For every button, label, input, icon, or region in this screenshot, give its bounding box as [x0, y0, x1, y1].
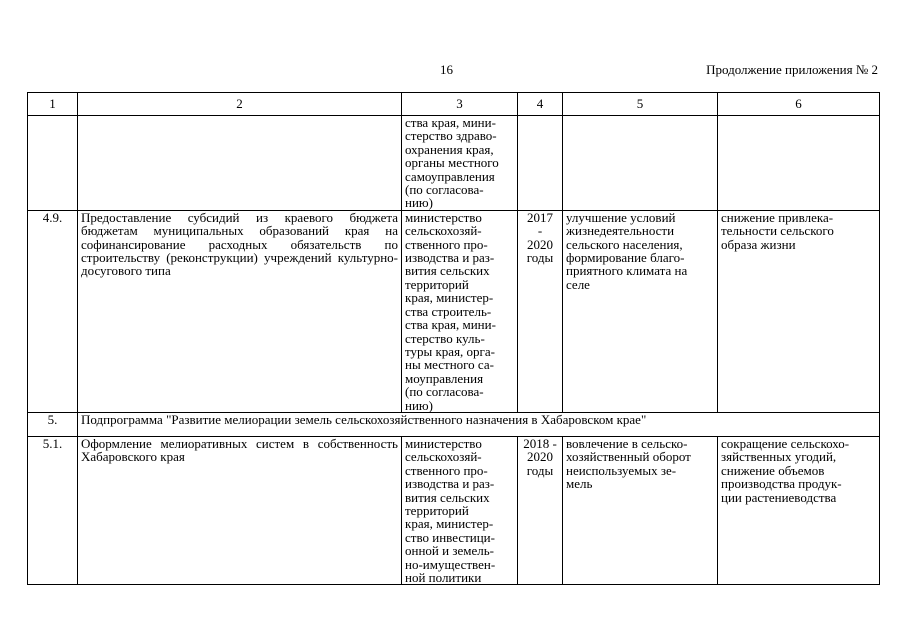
text-line: годы — [526, 462, 554, 478]
text-line: изводства и раз- — [405, 250, 495, 266]
text-line: сельскохозяй- — [405, 223, 482, 239]
text-line: но-имуществен- — [405, 556, 496, 572]
text-line: ственного про- — [405, 462, 488, 478]
period-lines — [521, 437, 559, 477]
result-lines — [566, 211, 714, 291]
text-line: образа жизни — [721, 236, 796, 252]
text-line: формирование благо- — [566, 250, 685, 266]
text-line: ства края, мини- — [405, 115, 496, 130]
text-line: сельского населения, — [566, 236, 683, 252]
cell-consequence — [718, 436, 880, 584]
text-line: (по согласова- — [405, 182, 484, 198]
cell-result — [563, 116, 718, 211]
text-line: вития сельских — [405, 263, 490, 279]
row-number: 4.9. — [28, 210, 78, 412]
table-row — [28, 210, 880, 412]
consequence-lines — [721, 211, 876, 251]
executors-lines — [405, 211, 514, 412]
executors-lines — [405, 116, 514, 210]
text-line: органы местного — [405, 155, 499, 171]
text-line: края, министер- — [405, 290, 494, 306]
row-number: 5. — [28, 412, 78, 436]
text-line: улучшение условий — [566, 209, 676, 225]
cell-consequence — [718, 210, 880, 412]
executors-lines — [405, 437, 514, 584]
text-line: ства края, мини- — [405, 317, 496, 333]
cell-period — [518, 436, 563, 584]
text-line: изводства и раз- — [405, 476, 495, 492]
text-line: ной политики — [405, 570, 482, 585]
text-line: ции растениеводства — [721, 489, 837, 505]
text-line: производства продук- — [721, 476, 842, 492]
text-line: зяйственных угодий, — [721, 449, 837, 465]
cell-period — [518, 116, 563, 211]
text-line: министерство — [405, 209, 482, 225]
text-line: 2020 — [527, 236, 553, 252]
cell-period — [518, 210, 563, 412]
text-line: сокращение сельскохо- — [721, 435, 850, 451]
text-line: территорий — [405, 276, 469, 292]
text-line: стерство здраво- — [405, 128, 497, 144]
column-header: 3 — [402, 93, 518, 116]
consequence-lines — [721, 437, 876, 504]
text-line: ны местного са- — [405, 357, 494, 373]
cell-result — [563, 436, 718, 584]
page-number: 16 — [440, 62, 453, 77]
continuation-label: Продолжение приложения № 2 — [706, 62, 878, 77]
text-line: нию) — [405, 195, 433, 211]
column-header: 1 — [28, 93, 78, 116]
text-line: 2017 — [527, 209, 553, 225]
text-line: годы — [526, 250, 554, 266]
text-line: жизнедеятельности — [566, 223, 675, 239]
table-header-row — [28, 93, 880, 116]
text-line: хозяйственный оборот — [566, 449, 691, 465]
column-header: 2 — [78, 93, 402, 116]
text-line: неиспользуемых зе- — [566, 462, 677, 478]
text-line: вития сельских — [405, 489, 490, 505]
activity-text: Предоставление субсидий из краевого бюджета бюджетам муниципальных образований края на софинансирование расходных обязательств по строительству (реконструкции) учреждений культурно-досугового типа — [78, 210, 402, 412]
text-line: нию) — [405, 397, 433, 413]
text-line: туры края, орга- — [405, 343, 495, 359]
text-line: селе — [566, 276, 590, 292]
program-table — [27, 92, 880, 585]
cell-executors — [402, 210, 518, 412]
row-number: 5.1. — [28, 436, 78, 584]
cell-number — [28, 116, 78, 211]
text-line: сельскохозяй- — [405, 449, 482, 465]
text-line: территорий — [405, 502, 469, 518]
table-row — [28, 436, 880, 584]
table-row — [28, 412, 880, 436]
text-line: министерство — [405, 435, 482, 451]
text-line: снижение объемов — [721, 462, 825, 478]
text-line: ственного про- — [405, 236, 488, 252]
cell-result — [563, 210, 718, 412]
text-line: онной и земель- — [405, 543, 494, 559]
text-line: 2020 — [527, 449, 553, 465]
text-line: 2018 - — [523, 435, 557, 451]
text-line: вовлечение в сельско- — [566, 435, 688, 451]
text-line: стерство куль- — [405, 330, 485, 346]
text-line: - — [537, 223, 543, 239]
result-lines — [566, 437, 714, 491]
text-line: приятного климата на — [566, 263, 688, 279]
text-line: ства строитель- — [405, 303, 492, 319]
text-line: моуправления — [405, 370, 484, 386]
text-line: (по согласова- — [405, 384, 484, 400]
text-line: снижение привлека- — [721, 209, 834, 225]
text-line: ство инвестици- — [405, 529, 495, 545]
cell-activity — [78, 116, 402, 211]
text-line: самоуправления — [405, 168, 495, 184]
column-header: 4 — [518, 93, 563, 116]
text-line: охранения края, — [405, 141, 494, 157]
text-line: мель — [566, 476, 593, 492]
column-header: 6 — [718, 93, 880, 116]
activity-text: Оформление мелиоративных систем в собственность Хабаровского края — [78, 436, 402, 584]
cell-executors — [402, 436, 518, 584]
cell-executors — [402, 116, 518, 211]
text-line: тельности сельского — [721, 223, 834, 239]
subprogram-title: Подпрограмма "Развитие мелиорации земель сельскохозяйственного назначения в Хабаровском крае" — [78, 412, 880, 436]
table-row — [28, 116, 880, 211]
text-line: края, министер- — [405, 516, 494, 532]
cell-consequence — [718, 116, 880, 211]
column-header: 5 — [563, 93, 718, 116]
period-lines — [521, 211, 559, 265]
